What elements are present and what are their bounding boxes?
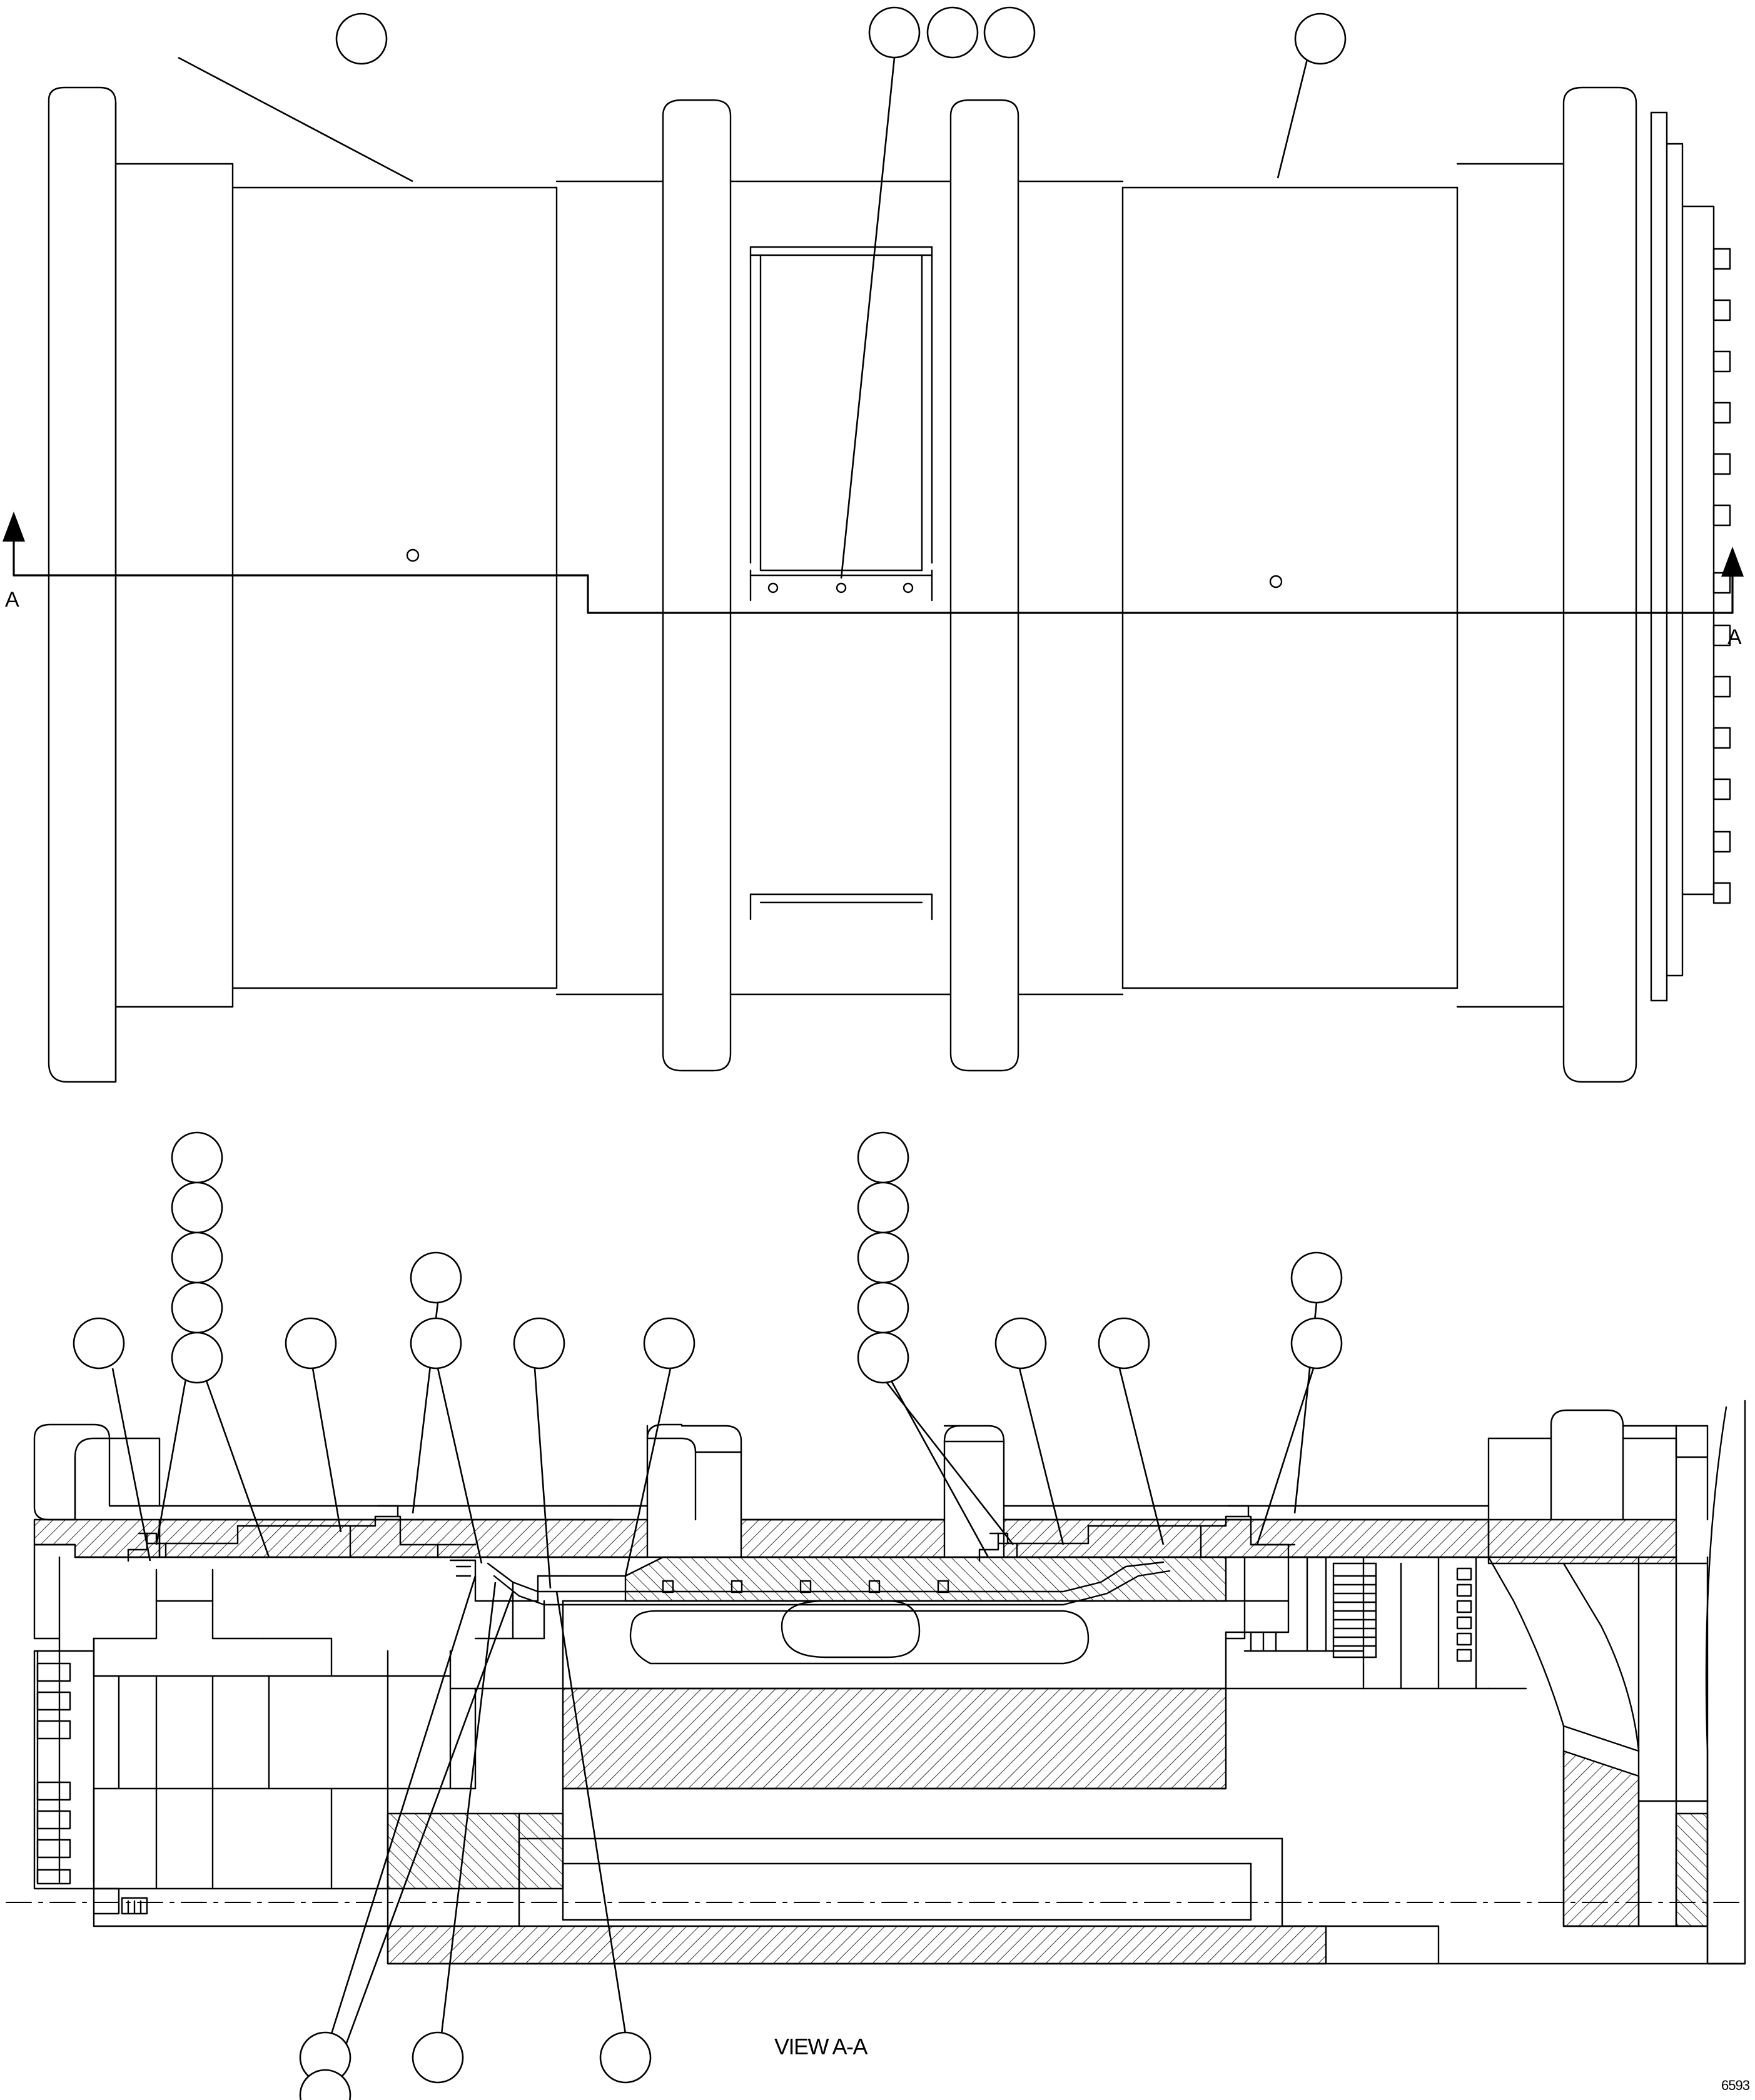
leader-r2	[313, 1368, 341, 1532]
view-title: VIEW A-A	[774, 2034, 867, 2059]
leader-top-5	[1278, 59, 1307, 178]
balloon-row-2[interactable]	[286, 1318, 336, 1368]
right-spline-teeth	[1457, 1568, 1471, 1661]
balloon-right-stack-1[interactable]	[858, 1133, 908, 1183]
balloon-row-1[interactable]	[74, 1318, 124, 1368]
balloon-row-8[interactable]	[1099, 1318, 1149, 1368]
leader-b9	[557, 1592, 625, 2034]
balloon-left-stack-5[interactable]	[172, 1333, 222, 1383]
balloon-top-5[interactable]	[1295, 14, 1345, 64]
top-view-roller	[49, 88, 1730, 1082]
leader-r8	[1120, 1368, 1163, 1545]
balloon-left-stack-4[interactable]	[172, 1283, 222, 1333]
balloon-right-stack-3[interactable]	[858, 1233, 908, 1283]
balloon-right-stack-4[interactable]	[858, 1283, 908, 1333]
leader-b6	[331, 1576, 475, 2034]
balloon-right-stack-5[interactable]	[858, 1333, 908, 1383]
balloon-left-stack-3[interactable]	[172, 1233, 222, 1283]
leader-s-left-stack-2	[156, 1368, 188, 1545]
section-line-a-a	[14, 525, 1732, 613]
balloon-left-stack-1[interactable]	[172, 1133, 222, 1183]
balloon-row-9[interactable]	[1292, 1253, 1342, 1303]
balloon-top-1[interactable]	[336, 14, 387, 64]
balloon-left-stack-2[interactable]	[172, 1183, 222, 1233]
balloon-row-6[interactable]	[644, 1318, 694, 1368]
section-arrow-heads	[3, 512, 1744, 577]
balloon-top-4[interactable]	[984, 8, 1034, 58]
balloon-row-4[interactable]	[411, 1318, 461, 1368]
section-view-a-a	[6, 1401, 1745, 1964]
leader-r10	[1257, 1368, 1313, 1545]
balloon-right-stack-2[interactable]	[858, 1183, 908, 1233]
balloon-row-10[interactable]	[1292, 1318, 1342, 1368]
leader-top-1	[178, 58, 413, 181]
drawing-corner-code: 6593	[1721, 2077, 1749, 2093]
section-mark-a-left: A	[5, 588, 19, 612]
left-seal-teeth	[38, 1663, 70, 1884]
leader-top-2	[841, 58, 894, 578]
balloon-bottom-4[interactable]	[600, 2032, 650, 2082]
balloon-bottom-3[interactable]	[413, 2032, 463, 2082]
fin-stack	[1333, 1576, 1376, 1646]
balloon-top-2[interactable]	[869, 8, 919, 58]
leader-r7	[1019, 1368, 1063, 1545]
balloon-top-3[interactable]	[928, 8, 978, 58]
balloon-row-5[interactable]	[514, 1318, 564, 1368]
section-mark-a-right: A	[1727, 625, 1741, 649]
balloon-row-7[interactable]	[996, 1318, 1046, 1368]
leader-b8	[442, 1582, 495, 2034]
balloon-row-3[interactable]	[411, 1253, 461, 1303]
